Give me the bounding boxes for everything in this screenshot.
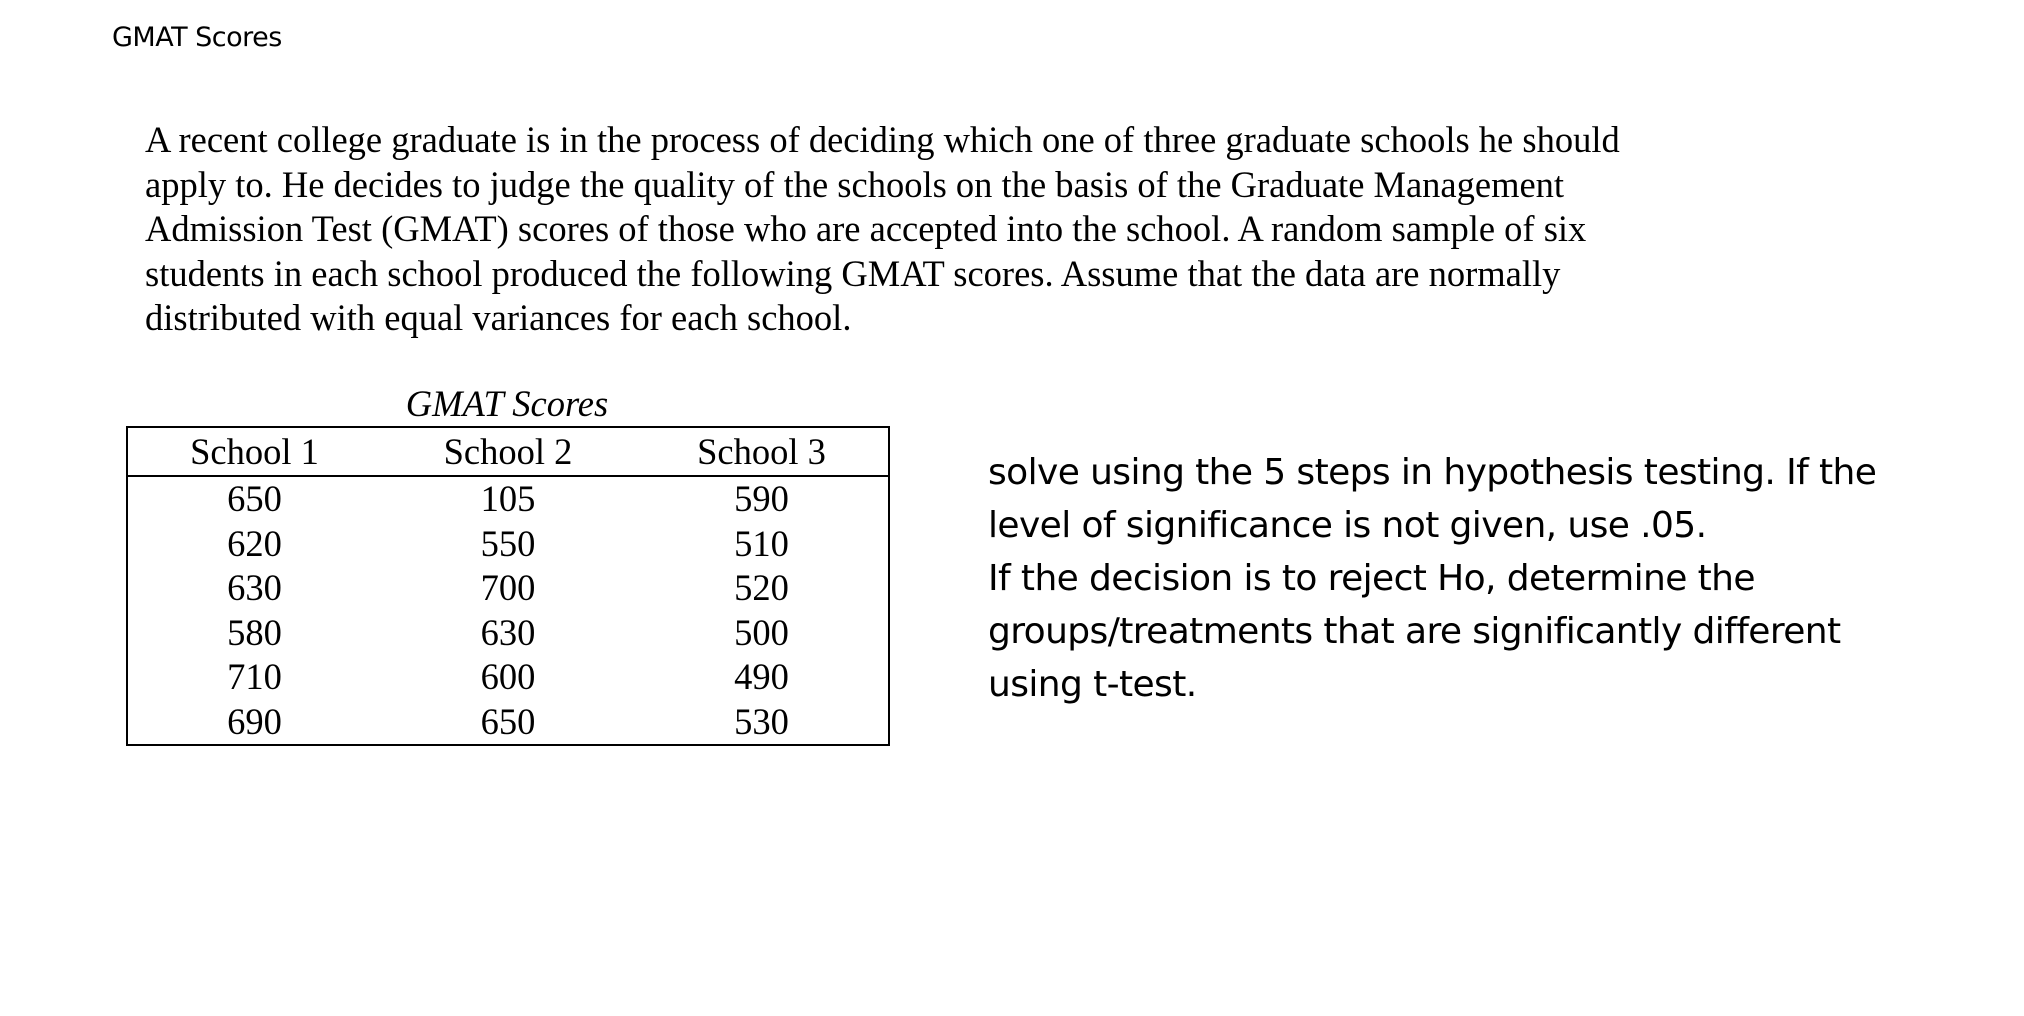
column-header-school-3: School 3 <box>635 427 889 476</box>
instructions-line: solve using the 5 steps in hypothesis testing. If the <box>988 452 1877 493</box>
table-cell: 690 <box>227 700 282 742</box>
instructions-text <box>988 446 1988 711</box>
table-row <box>127 566 889 611</box>
table-caption: GMAT Scores <box>405 383 609 424</box>
problem-line: Admission Test (GMAT) scores of those who are accepted into the school. A random sample of six <box>145 208 1587 249</box>
table-cell: 620 <box>227 522 282 564</box>
table-cell: 710 <box>227 656 282 697</box>
table-cell: 700 <box>480 567 536 608</box>
instructions-line: groups/treatments that are significantly different <box>988 611 1841 652</box>
table-row <box>127 522 889 567</box>
gmat-scores-table <box>126 426 890 746</box>
problem-line: A recent college graduate is in the process of deciding which one of three graduate schools he should <box>145 119 1620 160</box>
table-cell: 630 <box>480 611 536 653</box>
table-cell: 600 <box>480 656 536 697</box>
table-cell: 490 <box>734 656 789 697</box>
table-cell: 510 <box>734 522 789 564</box>
instructions-line: If the decision is to reject Ho, determine the <box>988 558 1755 599</box>
table-cell: 520 <box>734 567 789 608</box>
page-title: GMAT Scores <box>112 22 282 53</box>
table-cell: 500 <box>734 611 789 653</box>
table-cell: 105 <box>480 478 536 519</box>
instructions-line: using t-test. <box>988 664 1197 705</box>
table-row <box>127 476 889 522</box>
table-header-row <box>127 427 889 476</box>
table-row <box>127 611 889 656</box>
column-header-school-1: School 1 <box>127 427 381 476</box>
table-row <box>127 700 889 746</box>
column-header-school-2: School 2 <box>381 427 635 476</box>
table-cell: 650 <box>227 478 282 519</box>
table-cell: 530 <box>734 700 789 742</box>
table-cell: 580 <box>227 611 282 653</box>
instructions-line: level of significance is not given, use .05. <box>988 505 1707 546</box>
table-row <box>127 655 889 700</box>
table-cell: 550 <box>480 522 536 564</box>
table-cell: 590 <box>734 478 789 519</box>
problem-statement <box>145 118 1745 341</box>
table-cell: 650 <box>480 700 536 742</box>
problem-line: apply to. He decides to judge the quality of the schools on the basis of the Graduate Management <box>145 163 1565 205</box>
problem-line: students in each school produced the following GMAT scores. Assume that the data are normally <box>145 252 1561 294</box>
table-cell: 630 <box>227 567 282 608</box>
problem-line: distributed with equal variances for each school. <box>145 297 852 338</box>
